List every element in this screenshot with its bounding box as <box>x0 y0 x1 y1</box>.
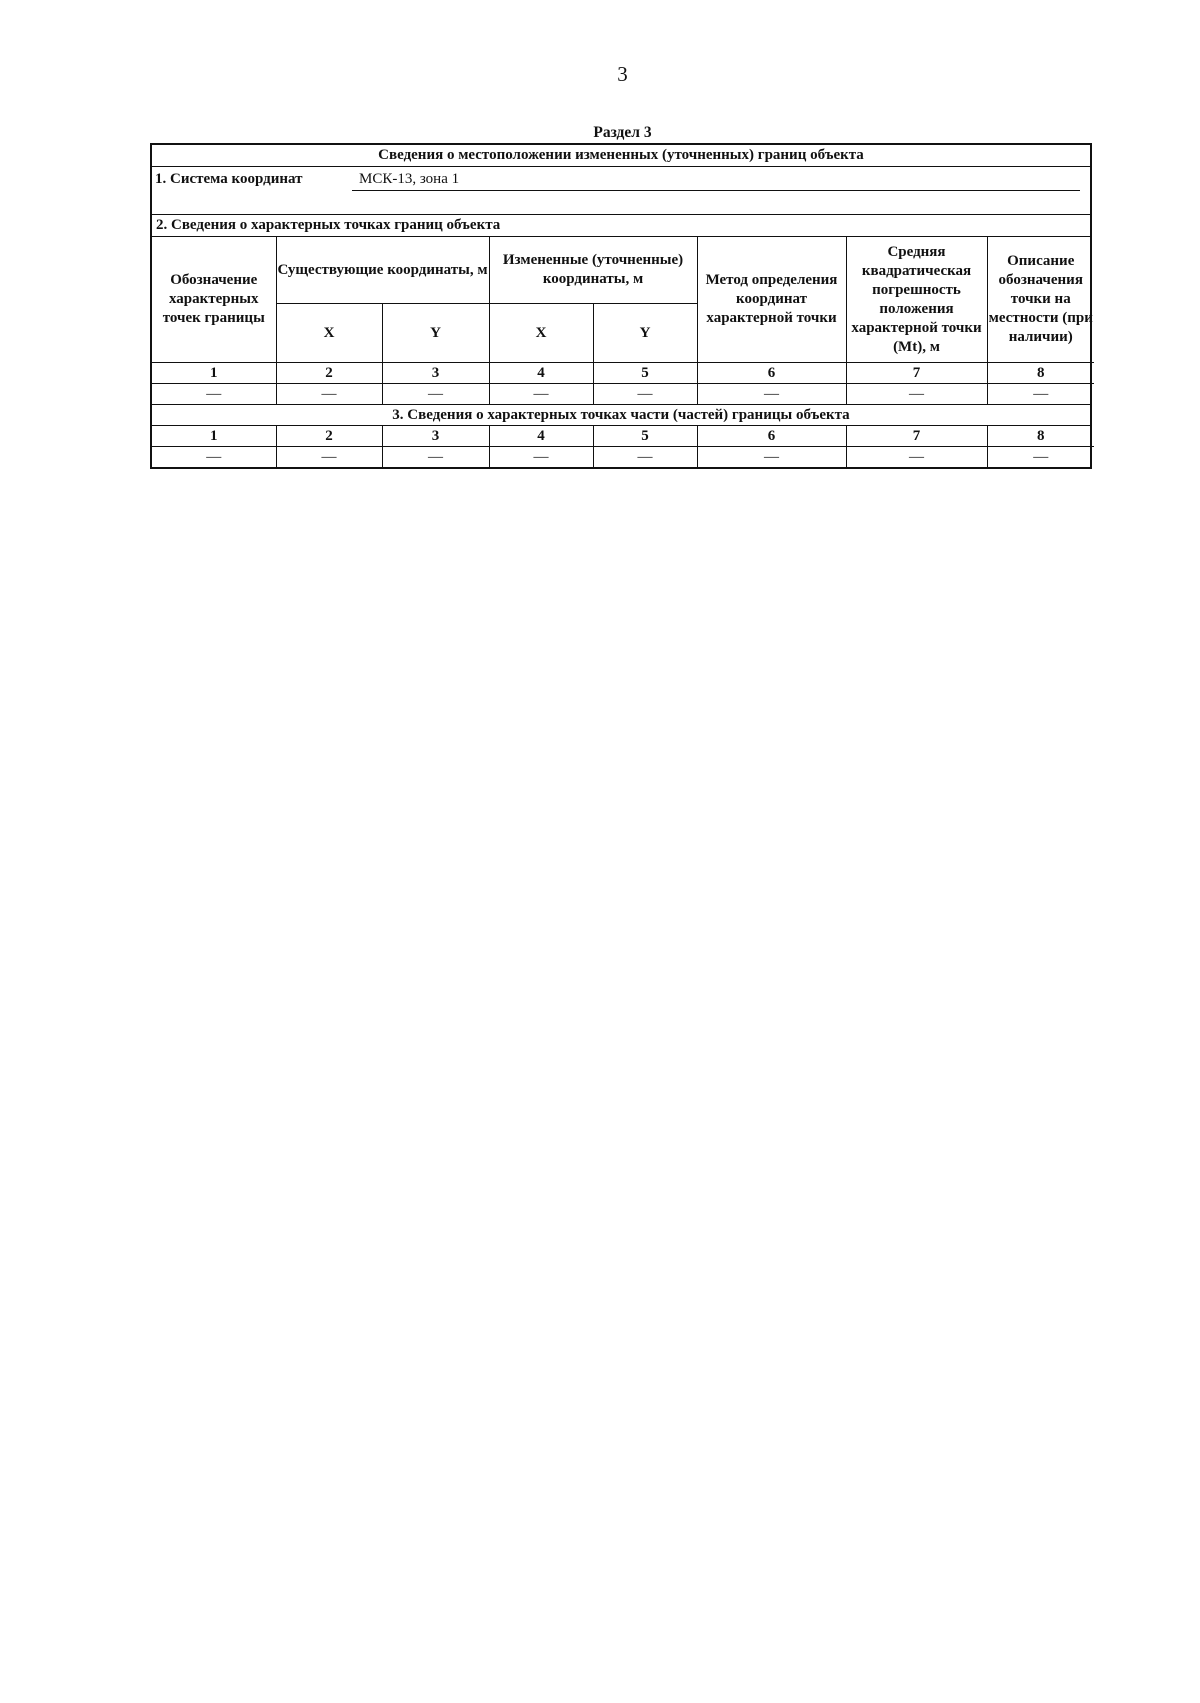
table-cell: — <box>276 447 382 468</box>
column-number: 2 <box>276 426 382 447</box>
column-number: 1 <box>152 363 276 384</box>
header-method: Метод определения координат характерной точки <box>697 237 846 363</box>
table-cell: — <box>697 384 846 405</box>
column-number: 7 <box>846 363 987 384</box>
table-cell: — <box>489 384 593 405</box>
header-changed-y: Y <box>593 304 697 363</box>
header-existing-coords: Существующие координаты, м <box>276 237 489 304</box>
table-row <box>152 426 1094 447</box>
header-existing-x: X <box>276 304 382 363</box>
header-point-designation: Обозначение характерных точек границы <box>152 237 276 363</box>
column-number: 3 <box>382 363 489 384</box>
points-header: 2. Сведения о характерных точках границ объекта <box>152 215 1090 237</box>
column-number: 6 <box>697 363 846 384</box>
column-number: 8 <box>987 426 1094 447</box>
column-number: 3 <box>382 426 489 447</box>
column-number: 5 <box>593 363 697 384</box>
section3-grid <box>152 426 1094 467</box>
table-cell: — <box>382 384 489 405</box>
table-row <box>152 363 1094 384</box>
table-cell: — <box>987 384 1094 405</box>
column-number: 1 <box>152 426 276 447</box>
column-number: 5 <box>593 426 697 447</box>
table-cell: — <box>152 447 276 468</box>
section3-header: 3. Сведения о характерных точках части (частей) границы объекта <box>152 404 1090 426</box>
table-cell: — <box>382 447 489 468</box>
table-cell: — <box>276 384 382 405</box>
column-number: 4 <box>489 363 593 384</box>
table-cell: — <box>593 384 697 405</box>
coord-underline <box>352 190 1080 191</box>
column-number: 4 <box>489 426 593 447</box>
column-number: 7 <box>846 426 987 447</box>
table-row <box>152 384 1094 405</box>
section-title: Раздел 3 <box>593 124 652 141</box>
table-cell: — <box>152 384 276 405</box>
table-cell: — <box>697 447 846 468</box>
page-number: 3 <box>617 62 628 86</box>
table-cell: — <box>846 447 987 468</box>
header-changed-coords: Измененные (уточненные) координаты, м <box>489 237 697 304</box>
coord-system-value: МСК-13, зона 1 <box>359 171 460 187</box>
points-grid <box>152 237 1094 404</box>
coord-system-row <box>152 167 1090 215</box>
column-number: 8 <box>987 363 1094 384</box>
header-mean-error: Средняя квадратическая погрешность положения характерной точки (Mt), м <box>846 237 987 363</box>
column-number: 2 <box>276 363 382 384</box>
coord-system-label: 1. Система координат <box>155 171 303 187</box>
header-existing-y: Y <box>382 304 489 363</box>
column-number: 6 <box>697 426 846 447</box>
table-cell: — <box>593 447 697 468</box>
table-title: Сведения о местоположении измененных (уточненных) границ объекта <box>152 145 1090 167</box>
table-cell: — <box>987 447 1094 468</box>
table-cell: — <box>846 384 987 405</box>
boundary-table <box>150 143 1092 469</box>
header-description: Описание обозначения точки на местности (при наличии) <box>987 237 1094 363</box>
table-row <box>152 447 1094 468</box>
table-cell: — <box>489 447 593 468</box>
header-changed-x: X <box>489 304 593 363</box>
